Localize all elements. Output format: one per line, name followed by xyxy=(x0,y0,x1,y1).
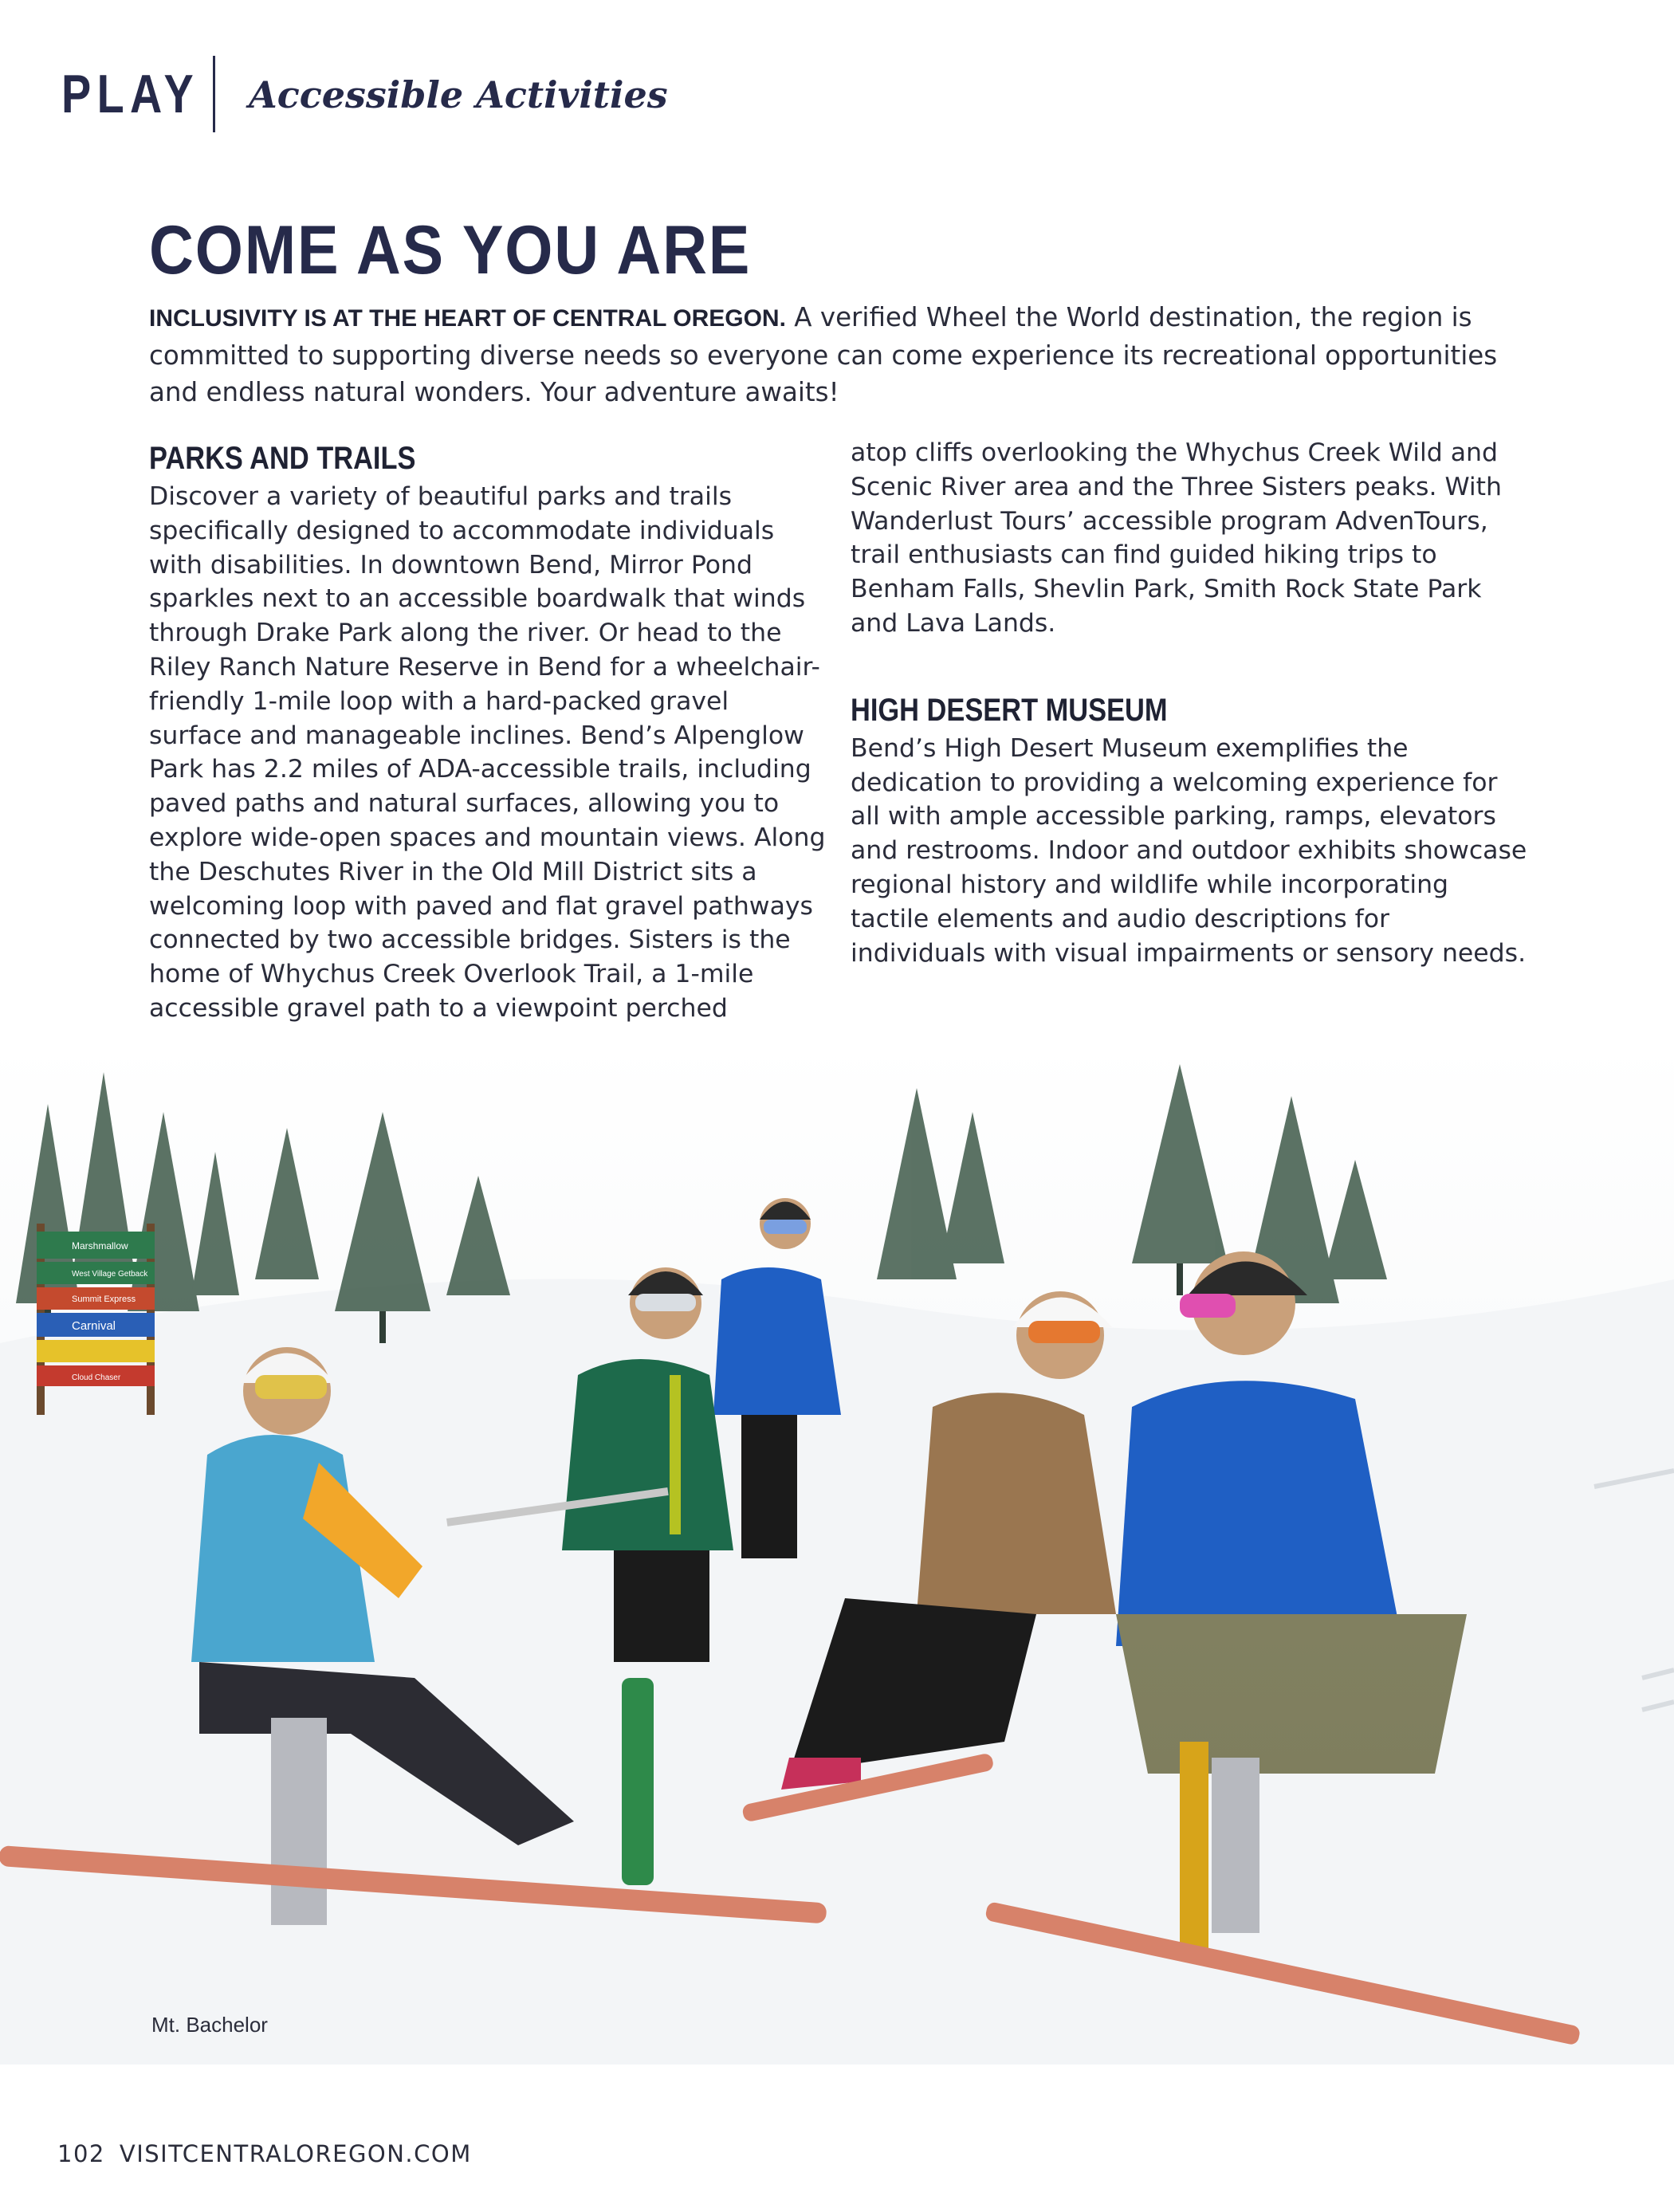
parks-body-part2: atop cliffs overlooking the Whychus Creek Wild and Scenic River area and the Three Sisters peaks. With Wanderlust Tours’ accessible program AdvenTours, trail enthusiasts can find guided hiking trips to Benham Falls, Shevlin Park, Smith Rock State Park and Lava Lands. xyxy=(851,438,1502,638)
museum-body: Bend’s High Desert Museum exemplifies the dedication to providing a welcoming experience for all with ample accessible parking, ramps, elevators and restrooms. Indoor and outdoor exhibits showcase regional history and wildlife while incorporating tactile elements and audio descriptions for individuals with visual impairments or sensory needs. xyxy=(851,733,1527,968)
hero-photo xyxy=(0,1040,1674,2065)
article-intro xyxy=(149,299,1520,411)
section-subtitle: Accessible Activities xyxy=(249,73,668,116)
column-left xyxy=(149,438,827,1026)
sign-line-2: West Village Getback xyxy=(72,1270,148,1279)
section-label: PLAY xyxy=(61,64,200,124)
sign-line-4: Carnival xyxy=(72,1319,116,1333)
section-heading-parks: PARKS AND TRAILS xyxy=(149,441,416,476)
column-right xyxy=(851,436,1528,970)
photo-caption: Mt. Bachelor xyxy=(151,2013,268,2037)
article-title: COME AS YOU ARE xyxy=(149,212,752,289)
intro-lead: INCLUSIVITY IS AT THE HEART OF CENTRAL OREGON. xyxy=(149,305,786,332)
page-footer xyxy=(57,2140,472,2167)
sign-line-3: Summit Express xyxy=(72,1295,136,1304)
parks-body-part1: Discover a variety of beautiful parks and trails specifically designed to accommodate individuals with disabilities. In downtown Bend, Mirror Pond sparkles next to an accessible boardwalk that winds through Drake Park along the river. Or head to the Riley Ranch Nature Reserve in Bend for a wheelchair-friendly 1-mile loop with a hard-packed gravel surface and manageable inclines. Bend’s Alpenglow Park has 2.2 miles of ADA-accessible trails, including paved paths and natural surfaces, allowing you to explore wide-open spaces and mountain views. Along the Deschutes River in the Old Mill District sits a welcoming loop with paved and flat gravel pathways connected by two accessible bridges. Sisters is the home of Whychus Creek Overlook Trail, a 1-mile accessible gravel path to a viewpoint perched xyxy=(149,482,826,1023)
adaptive-skiing-illustration xyxy=(0,1040,1674,2065)
header-divider xyxy=(213,56,215,132)
section-heading-museum: HIGH DESERT MUSEUM xyxy=(851,692,1168,728)
page-header xyxy=(61,56,668,132)
sign-line-1: Marshmallow xyxy=(72,1240,128,1251)
page-number: 102 xyxy=(57,2140,105,2167)
intro-body: A verified Wheel the World destination, the region is committed to supporting diverse needs so everyone can come experience its recreational opportunities and endless natural wonders. Your adventure awaits! xyxy=(149,302,1498,407)
footer-site-link[interactable]: VISITCENTRALOREGON.COM xyxy=(119,2140,472,2167)
trail-sign xyxy=(37,1224,155,1415)
sign-line-5: Cloud Chaser xyxy=(72,1373,121,1382)
